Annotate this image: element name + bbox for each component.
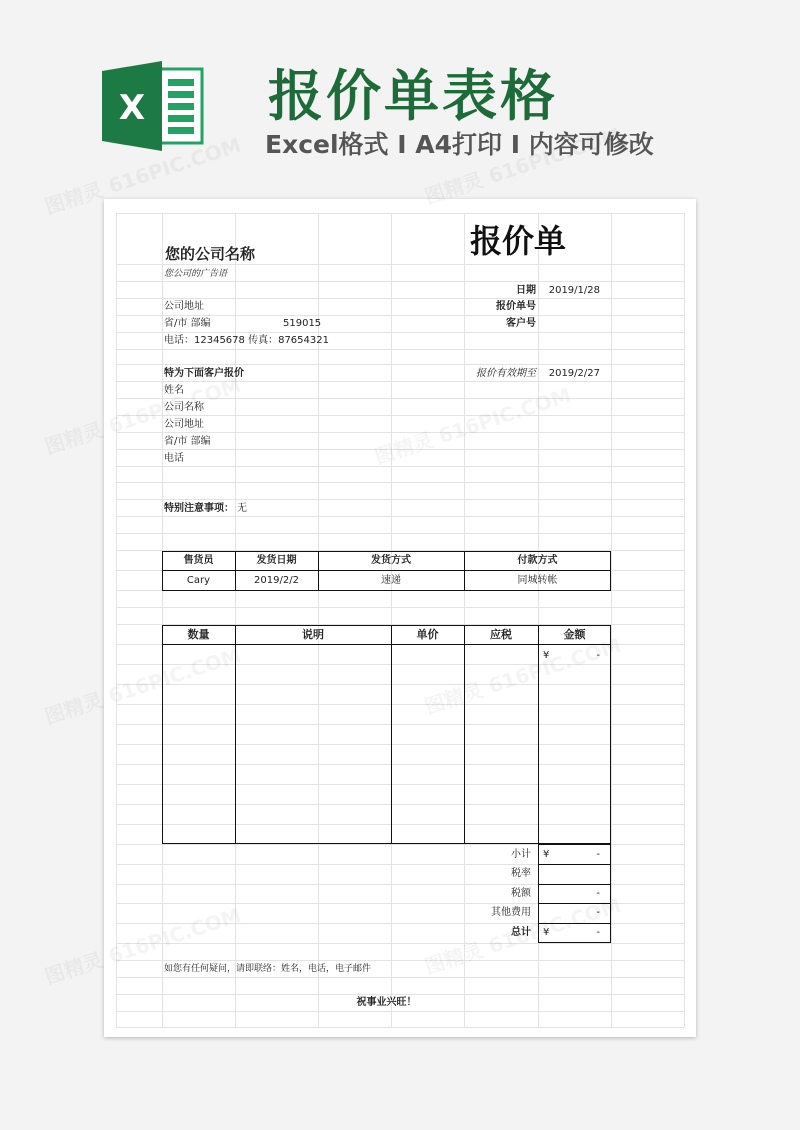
grid-row-line bbox=[116, 315, 684, 316]
shipping-header-salesperson: 售货员 bbox=[183, 555, 214, 566]
shipping-ship-date: 2019/2/2 bbox=[254, 575, 299, 586]
shipping-payment: 同城转帐 bbox=[517, 575, 558, 586]
items-header-qty: 数量 bbox=[187, 628, 210, 641]
items-header-description: 说明 bbox=[302, 628, 324, 641]
total-label: 总计 bbox=[511, 927, 531, 938]
grid-row-line bbox=[116, 364, 684, 365]
tax-rate-label: 税率 bbox=[511, 868, 531, 879]
notes-label: 特别注意事项： bbox=[164, 503, 234, 514]
grid-row-line bbox=[116, 264, 684, 265]
excel-icon-letter: X bbox=[118, 88, 146, 128]
grid-row-line bbox=[116, 516, 684, 517]
grid-column-line bbox=[684, 213, 685, 1027]
company-address: 公司地址 bbox=[164, 301, 204, 312]
shipping-salesperson: Cary bbox=[186, 575, 211, 586]
customer-heading: 特为下面客户报价 bbox=[164, 368, 244, 379]
grid-row-line bbox=[116, 607, 684, 608]
grid-row-line bbox=[116, 533, 684, 534]
item-amount-currency: ¥ bbox=[543, 650, 550, 661]
grid-column-line bbox=[116, 213, 117, 1027]
shipping-header-payment: 付款方式 bbox=[517, 555, 558, 566]
grid-row-line bbox=[116, 298, 684, 299]
subtotal-value: - bbox=[596, 849, 600, 860]
other-fees-label: 其他费用 bbox=[491, 907, 531, 918]
company-zip: 519015 bbox=[283, 318, 322, 329]
grid-row-line bbox=[116, 977, 684, 978]
grid-row-line bbox=[116, 482, 684, 483]
grid-row-line bbox=[116, 943, 684, 944]
contact-note: 如您有任何疑问，请即联络：姓名，电话，电子邮件 bbox=[164, 964, 372, 974]
company-phone-fax: 电话：12345678 传真：87654321 bbox=[164, 335, 329, 346]
grid-row-line bbox=[116, 1011, 684, 1012]
grid-row-line bbox=[116, 281, 684, 282]
grid-column-line bbox=[162, 213, 163, 1027]
tax-label: 税额 bbox=[511, 888, 531, 899]
date-value: 2019/1/28 bbox=[548, 285, 600, 296]
items-header-amount: 金额 bbox=[563, 628, 586, 641]
banner-title: 报价单表格 bbox=[268, 64, 559, 128]
grid-column-line bbox=[464, 213, 465, 1027]
items-header-taxable: 应税 bbox=[490, 628, 512, 641]
total-currency: ¥ bbox=[543, 927, 550, 938]
grid-column-line bbox=[391, 213, 392, 1027]
total-value: - bbox=[596, 927, 600, 938]
items-header-unit-price: 单价 bbox=[416, 628, 439, 641]
grid-row-line bbox=[116, 1027, 684, 1028]
customer-phone-label: 电话 bbox=[164, 453, 184, 464]
tax-value: - bbox=[596, 888, 600, 899]
customer-number-label: 客户号 bbox=[506, 318, 536, 329]
subtotal-currency: ¥ bbox=[543, 849, 550, 860]
subtotal-label: 小计 bbox=[511, 849, 531, 860]
shipping-header-ship-date: 发货日期 bbox=[256, 555, 297, 566]
company-province-zip-label: 省/市 部编 bbox=[164, 318, 211, 329]
valid-until-value: 2019/2/27 bbox=[548, 368, 600, 379]
shipping-ship-method: 速递 bbox=[381, 575, 401, 586]
valid-until-label: 报价有效期至 bbox=[476, 368, 536, 379]
closing-wish: 祝事业兴旺！ bbox=[356, 997, 417, 1008]
document-title: 报价单 bbox=[470, 222, 567, 260]
shipping-header-ship-method: 发货方式 bbox=[371, 555, 411, 566]
grid-row-line bbox=[116, 499, 684, 500]
customer-name-label: 姓名 bbox=[164, 385, 184, 396]
grid-row-line bbox=[116, 960, 684, 961]
grid-row-line bbox=[116, 213, 684, 214]
banner-subtitle: Excel格式 I A4打印 I 内容可修改 bbox=[265, 130, 654, 159]
notes-value: 无 bbox=[237, 503, 247, 514]
customer-province-label: 省/市 部编 bbox=[164, 436, 211, 447]
grid-row-line bbox=[116, 349, 684, 350]
company-name: 您的公司名称 bbox=[165, 245, 256, 263]
grid-row-line bbox=[116, 332, 684, 333]
customer-company-label: 公司名称 bbox=[164, 402, 204, 413]
grid-row-line bbox=[116, 466, 684, 467]
excel-icon bbox=[102, 61, 206, 151]
item-amount-value: - bbox=[596, 650, 600, 661]
other-fees-value: - bbox=[596, 907, 600, 918]
customer-address-label: 公司地址 bbox=[164, 419, 204, 430]
grid-row-line bbox=[116, 415, 684, 416]
date-label: 日期 bbox=[516, 285, 536, 296]
company-slogan: 您公司的广告语 bbox=[164, 269, 228, 279]
quote-number-label: 报价单号 bbox=[496, 301, 536, 312]
grid-row-line bbox=[116, 994, 684, 995]
